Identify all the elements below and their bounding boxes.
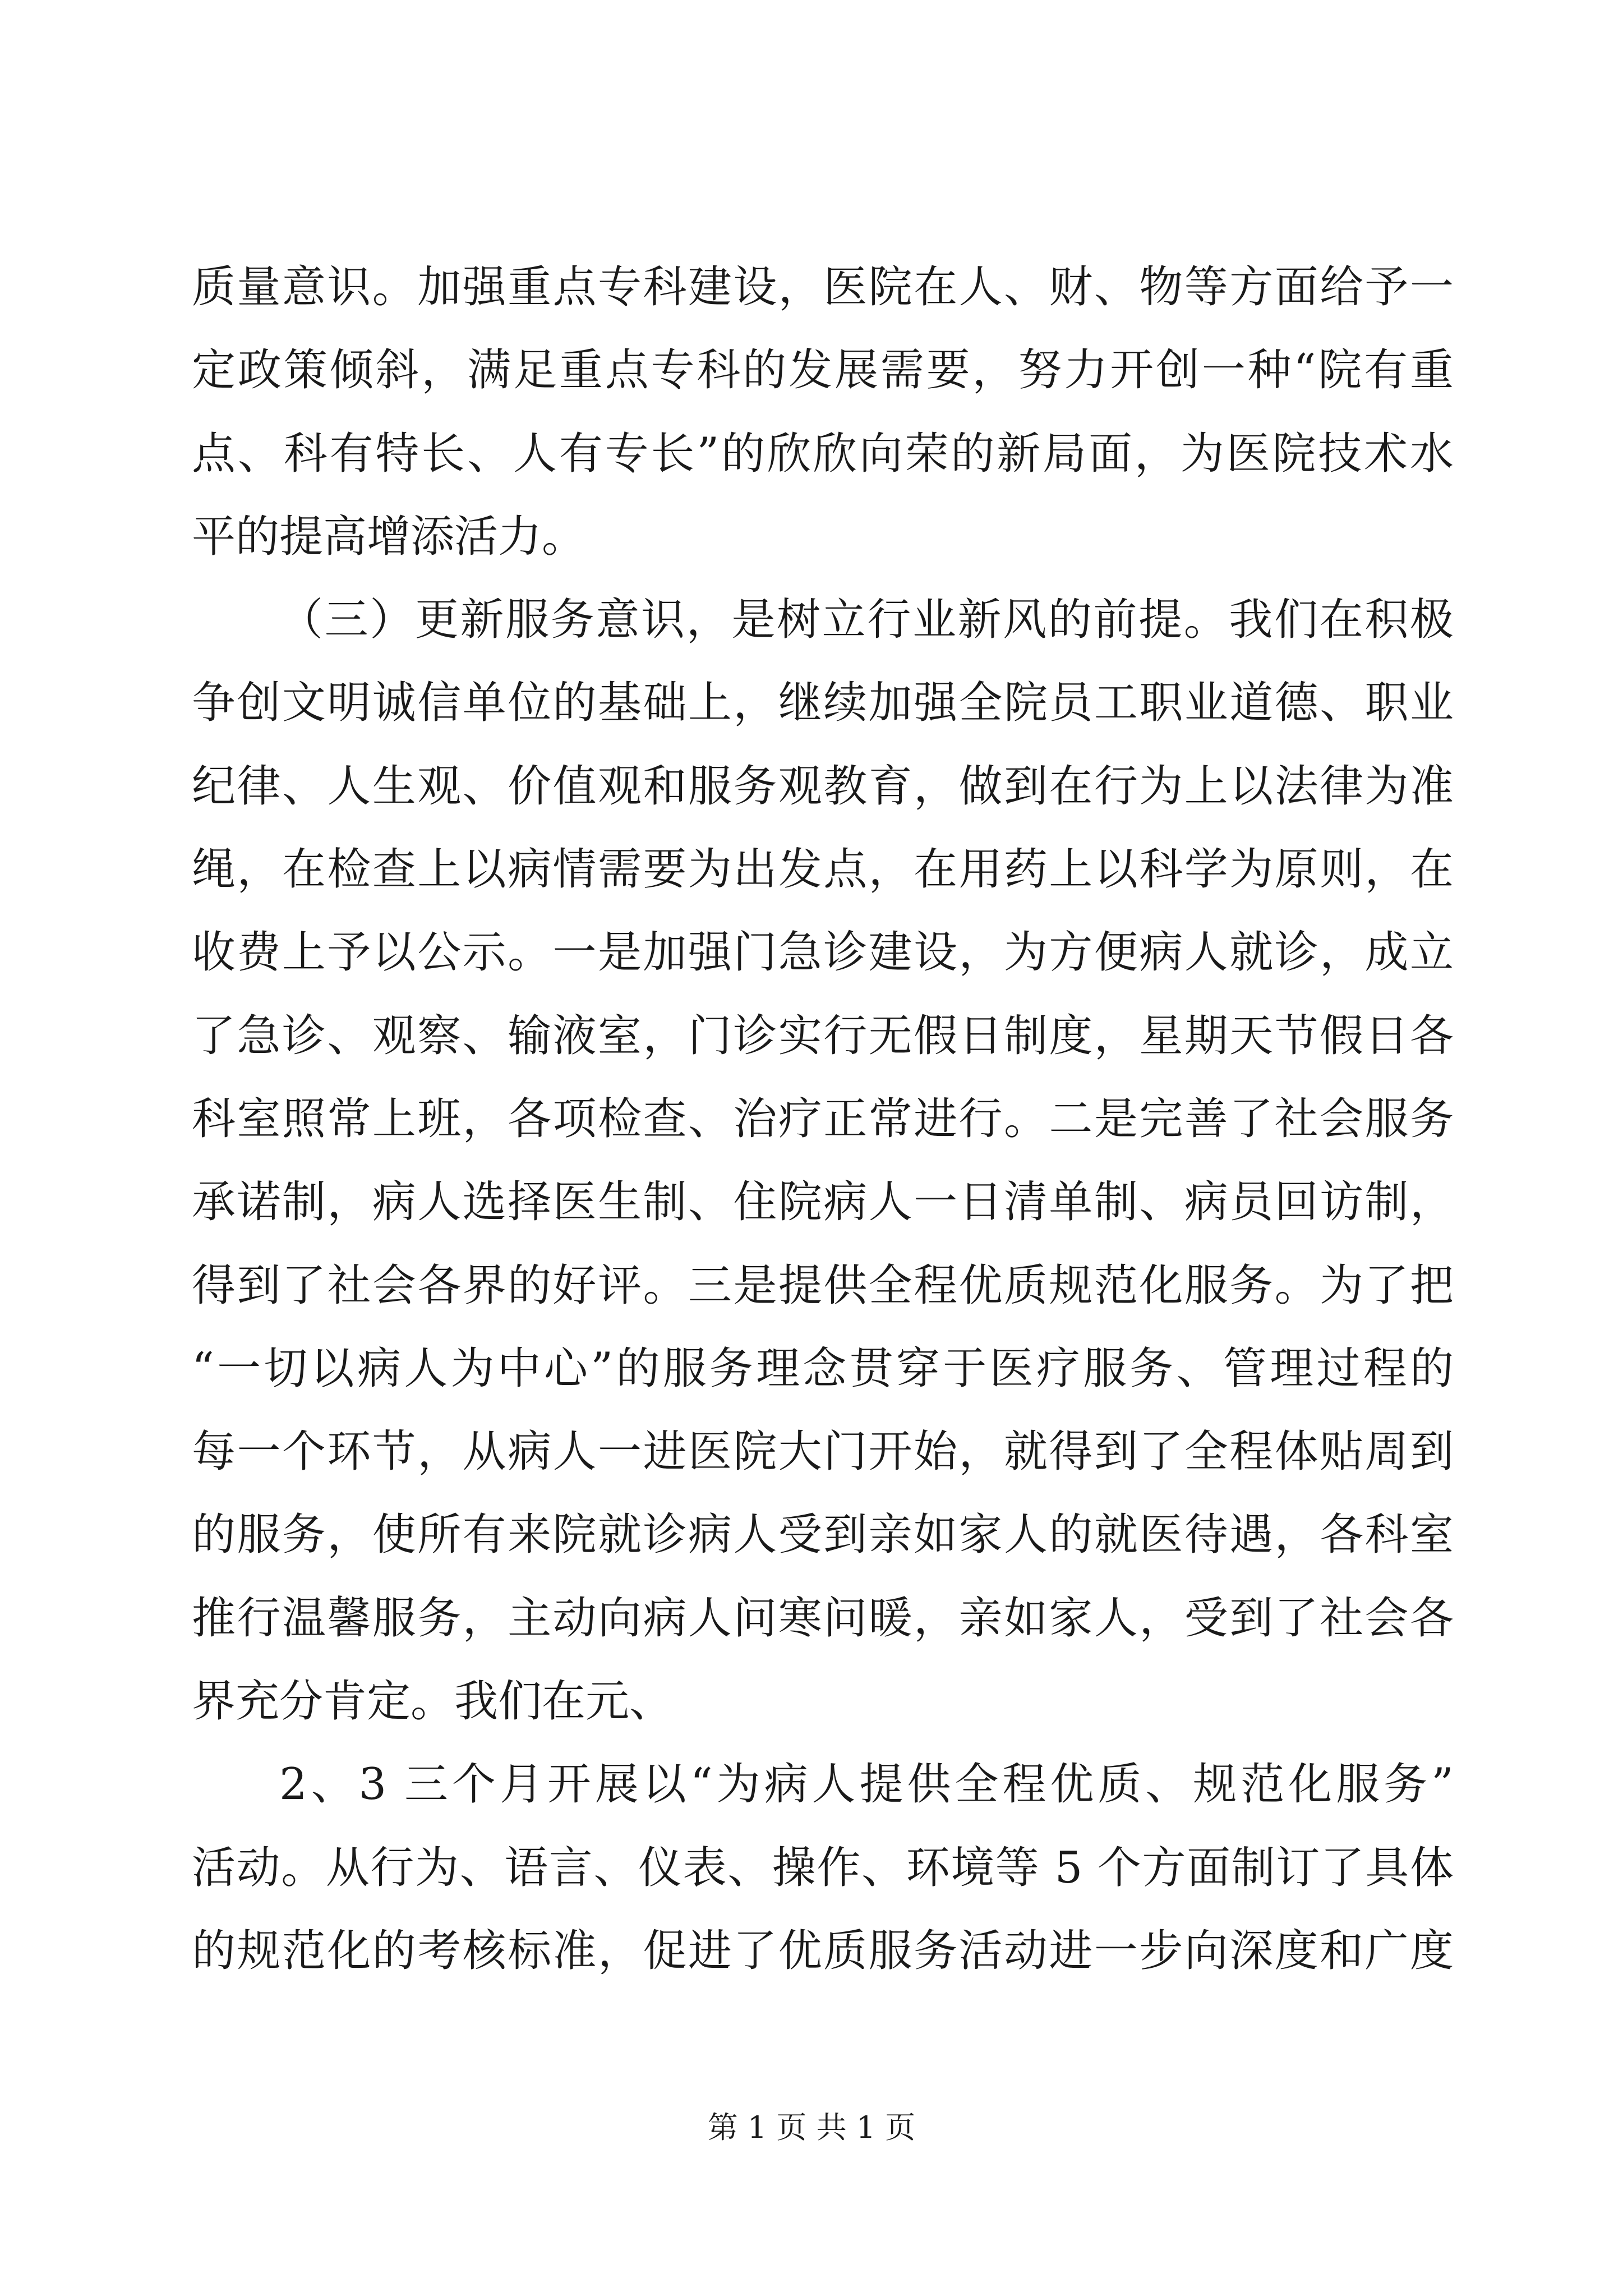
text-line: 的规范化的考核标准，促进了优质服务活动进一步向深度和广度	[192, 1925, 1454, 1976]
text-line: （三）更新服务意识，是树立行业新风的前提。我们在积极	[279, 595, 1454, 646]
page-footer: 第 1 页 共 1 页	[707, 2110, 916, 2145]
text-line: 点、科有特长、人有专长”的欣欣向荣的新局面，为医院技术水	[192, 428, 1454, 479]
text-line: 绳，在检查上以病情需要为出发点，在用药上以科学为原则，在	[192, 844, 1454, 895]
text-line: “一切以病人为中心”的服务理念贯穿于医疗服务、管理过程的	[192, 1343, 1454, 1394]
document-body	[192, 246, 1454, 1993]
text-line: 纪律、人生观、价值观和服务观教育，做到在行为上以法律为准	[192, 761, 1454, 812]
text-line: 科室照常上班，各项检查、治疗正常进行。二是完善了社会服务	[192, 1093, 1454, 1144]
text-line: 质量意识。加强重点专科建设，医院在人、财、物等方面给予一	[192, 262, 1454, 312]
text-line: 了急诊、观察、输液室，门诊实行无假日制度，星期天节假日各	[192, 1010, 1454, 1061]
text-line: 推行温馨服务，主动向病人问寒问暖，亲如家人，受到了社会各	[192, 1593, 1454, 1644]
text-line: 争创文明诚信单位的基础上，继续加强全院员工职业道德、职业	[192, 678, 1454, 729]
text-line: 2、3 三个月开展以“为病人提供全程优质、规范化服务”	[279, 1759, 1454, 1810]
text-line: 活动。从行为、语言、仪表、操作、环境等 5 个方面制订了具体	[192, 1842, 1454, 1893]
text-line: 定政策倾斜，满足重点专科的发展需要，努力开创一种“院有重	[192, 345, 1454, 396]
text-line: 得到了社会各界的好评。三是提供全程优质规范化服务。为了把	[192, 1260, 1454, 1311]
text-line: 界充分肯定。我们在元、	[192, 1676, 674, 1727]
text-line: 承诺制，病人选择医生制、住院病人一日清单制、病员回访制，	[192, 1177, 1454, 1228]
text-line: 平的提高增添活力。	[192, 511, 586, 562]
text-line: 每一个环节，从病人一进医院大门开始，就得到了全程体贴周到	[192, 1427, 1454, 1478]
text-line: 收费上予以公示。一是加强门急诊建设，为方便病人就诊，成立	[192, 927, 1454, 978]
text-line: 的服务，使所有来院就诊病人受到亲如家人的就医待遇，各科室	[192, 1510, 1454, 1561]
